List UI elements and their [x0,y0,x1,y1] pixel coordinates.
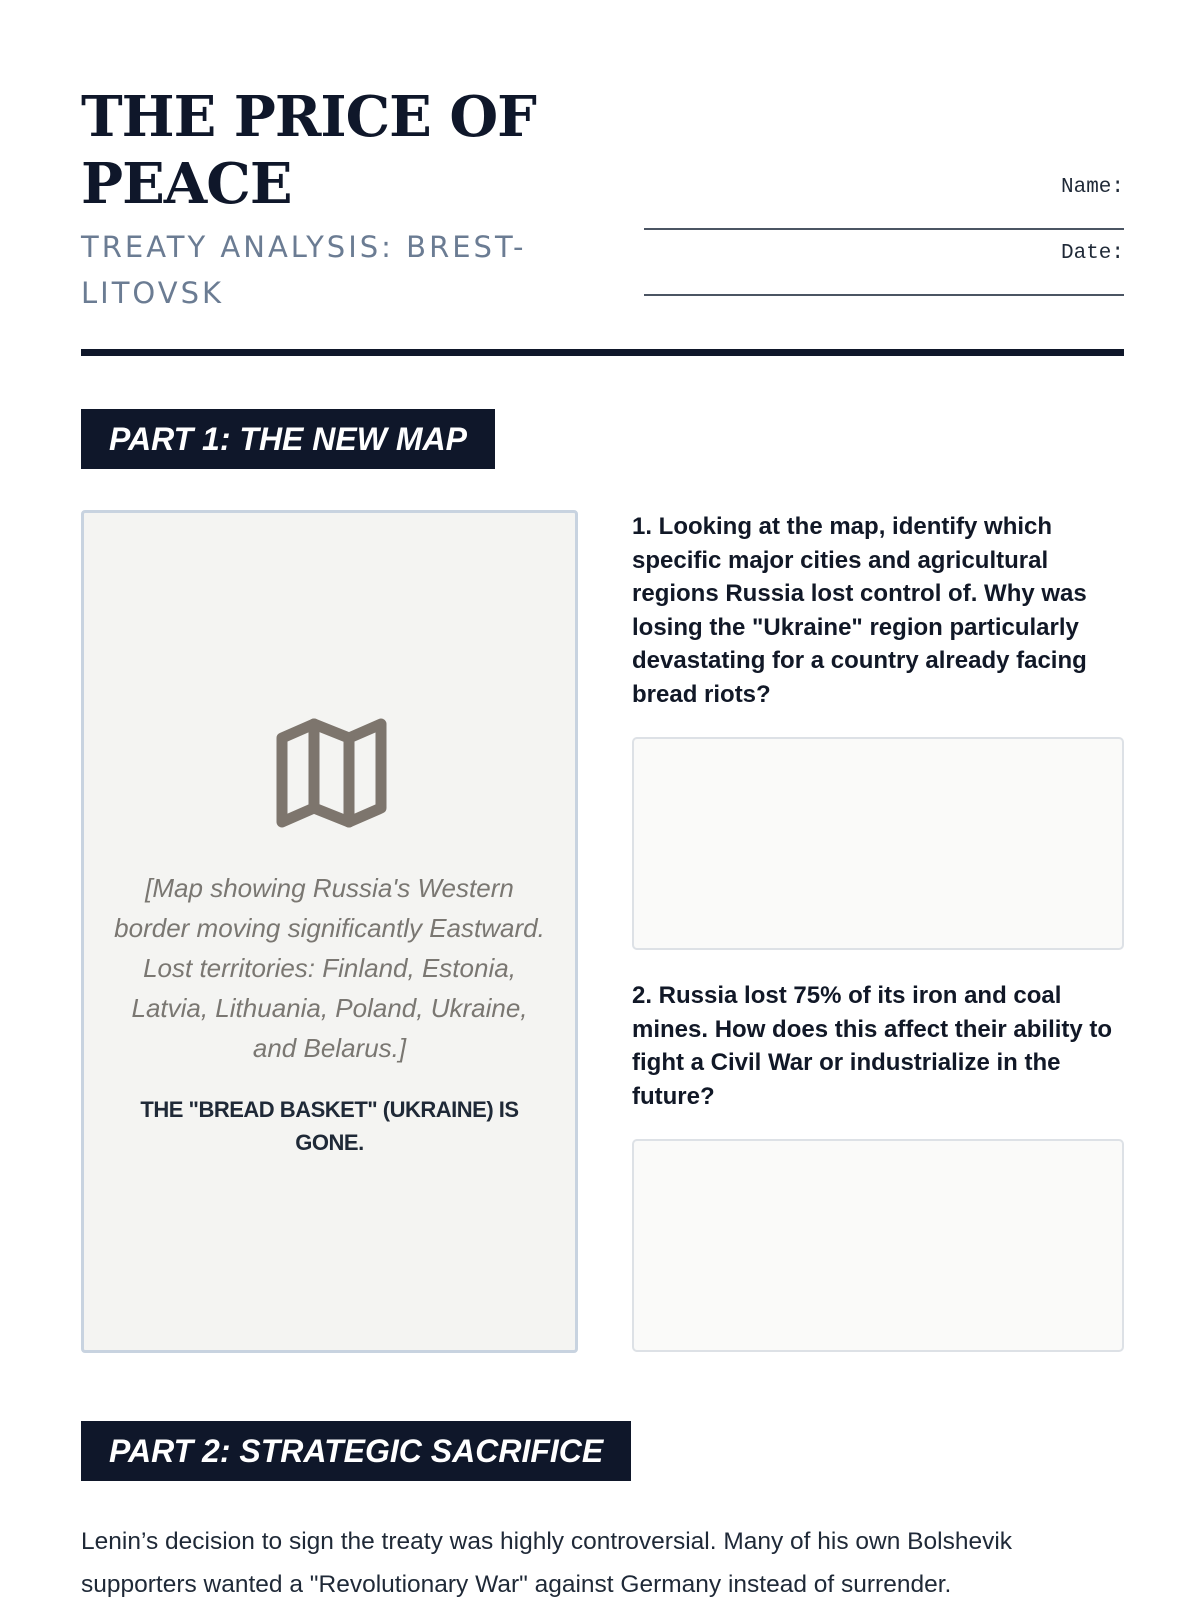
title-block [81,84,601,316]
worksheet-subtitle: TREATY ANALYSIS: BREST-LITOVSK [81,230,527,310]
map-placeholder-card [81,510,578,1353]
part1-heading: PART 1: THE NEW MAP [81,409,495,469]
part2-heading: PART 2: STRATEGIC SACRIFICE [81,1421,631,1481]
name-label: Name: [1060,176,1124,199]
question-2: 2. Russia lost 75% of its iron and coal mines. How does this affect their ability to fight a Civil War or industrialize in the future? [632,982,1113,1110]
name-field[interactable] [644,176,1124,242]
worksheet-page [81,0,1124,1600]
question-1: 1. Looking at the map, identify which specific major cities and agricultural regions Russia lost control of. Why was losing the "Ukraine" region particularly devastating for a country already facing bread riots? [632,513,1087,708]
name-line [644,228,1124,230]
date-field[interactable] [644,242,1124,308]
worksheet-header [81,84,1124,354]
part2-intro: Lenin’s decision to sign the treaty was highly controversial. Many of his own Bolshevik supporters wanted a "Revolutionary War" against Germany instead of surrender. [81,1528,1013,1598]
map-icon [274,718,389,830]
map-callout: THE "BREAD BASKET" (UKRAINE) IS GONE. [140,1097,519,1155]
worksheet-title: THE PRICE OF PEACE [81,84,536,217]
header-divider [81,349,1124,356]
date-line [644,294,1124,296]
answer-box-1[interactable] [632,737,1124,950]
map-caption: [Map showing Russia's Western border moving significantly Eastward. Lost territories: Finland, Estonia, Latvia, Lithuania, Poland, Ukraine, and Belarus.] [114,873,545,1063]
answer-box-2[interactable] [632,1139,1124,1352]
date-label: Date: [1060,242,1124,265]
student-fields [644,176,1124,308]
